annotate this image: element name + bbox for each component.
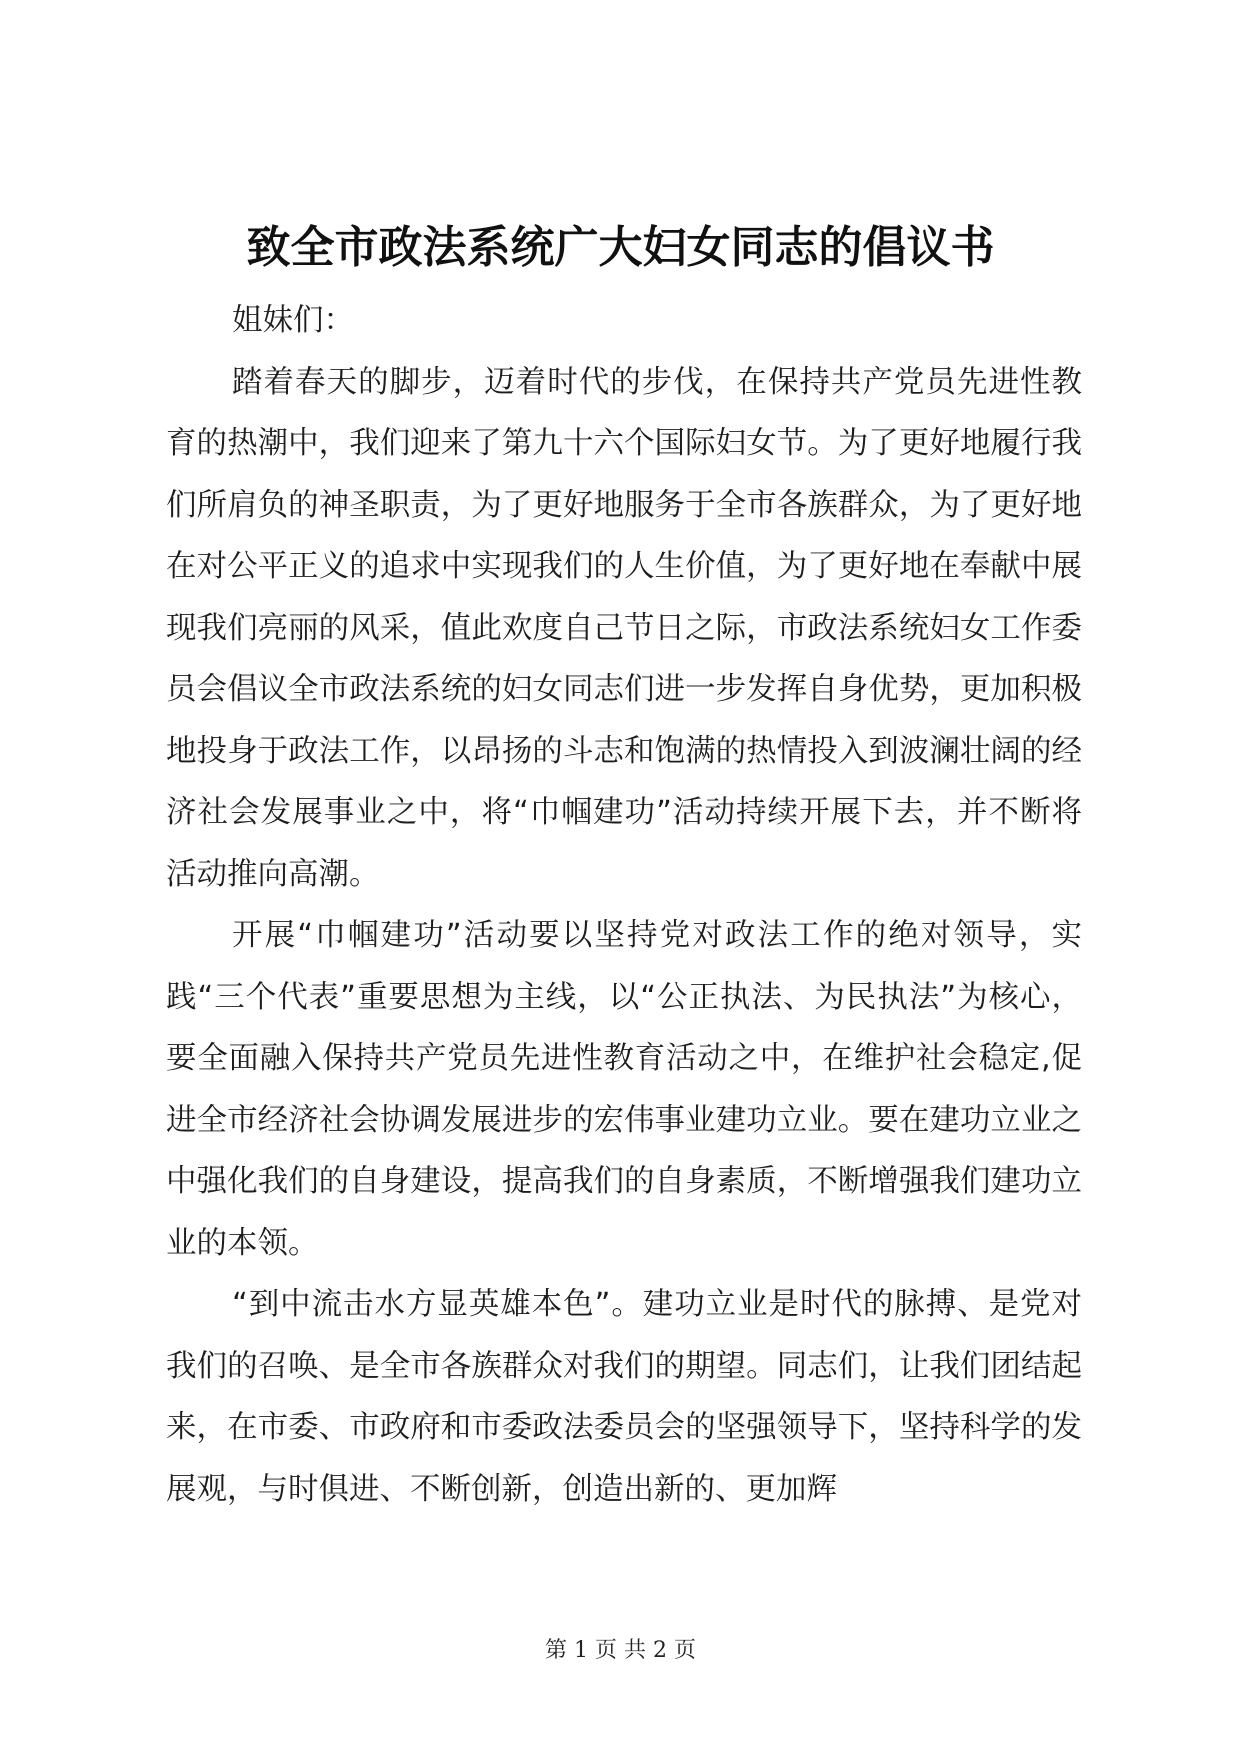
paragraph-2: 开展“巾帼建功”活动要以坚持党对政法工作的绝对领导，实践“三个代表”重要思想为主线，以“公正执法、为民执法”为核心，要全面融入保持共产党员先进性教育活动之中，在维护社会稳定,促进全市经济社会协调发展进步的宏伟事业建功立业。要在建功立业之中强化我们的自身建设，提高我们的自身素质，不断增强我们建功立业的本领。 xyxy=(166,918,1082,1261)
paragraph-3: “到中流击水方显英雄本色”。建功立业是时代的脉搏、是党对我们的召唤、是全市各族群众对我们的期望。同志们，让我们团结起来，在市委、市政府和市委政法委员会的坚强领导下，坚持科学的发展观，与时俱进、不断创新，创造出新的、更加辉 xyxy=(166,1287,1082,1507)
document-body xyxy=(166,290,1082,1520)
document-title: 致全市政法系统广大妇女同志的倡议书 xyxy=(246,222,995,273)
page-number-footer: 第 1 页 共 2 页 xyxy=(545,1638,696,1663)
paragraph-1: 踏着春天的脚步，迈着时代的步伐，在保持共产党员先进性教育的热潮中，我们迎来了第九十六个国际妇女节。为了更好地履行我们所肩负的神圣职责，为了更好地服务于全市各族群众，为了更好地在对公平正义的追求中实现我们的人生价值，为了更好地在奉献中展现我们亮丽的风采，值此欢度自己节日之际，市政法系统妇女工作委员会倡议全市政法系统的妇女同志们进一步发挥自身优势，更加积极地投身于政法工作，以昂扬的斗志和饱满的热情投入到波澜壮阔的经济社会发展事业之中，将“巾帼建功”活动持续开展下去，并不断将活动推向高潮。 xyxy=(166,364,1082,892)
salutation: 姐妹们： xyxy=(232,303,354,338)
